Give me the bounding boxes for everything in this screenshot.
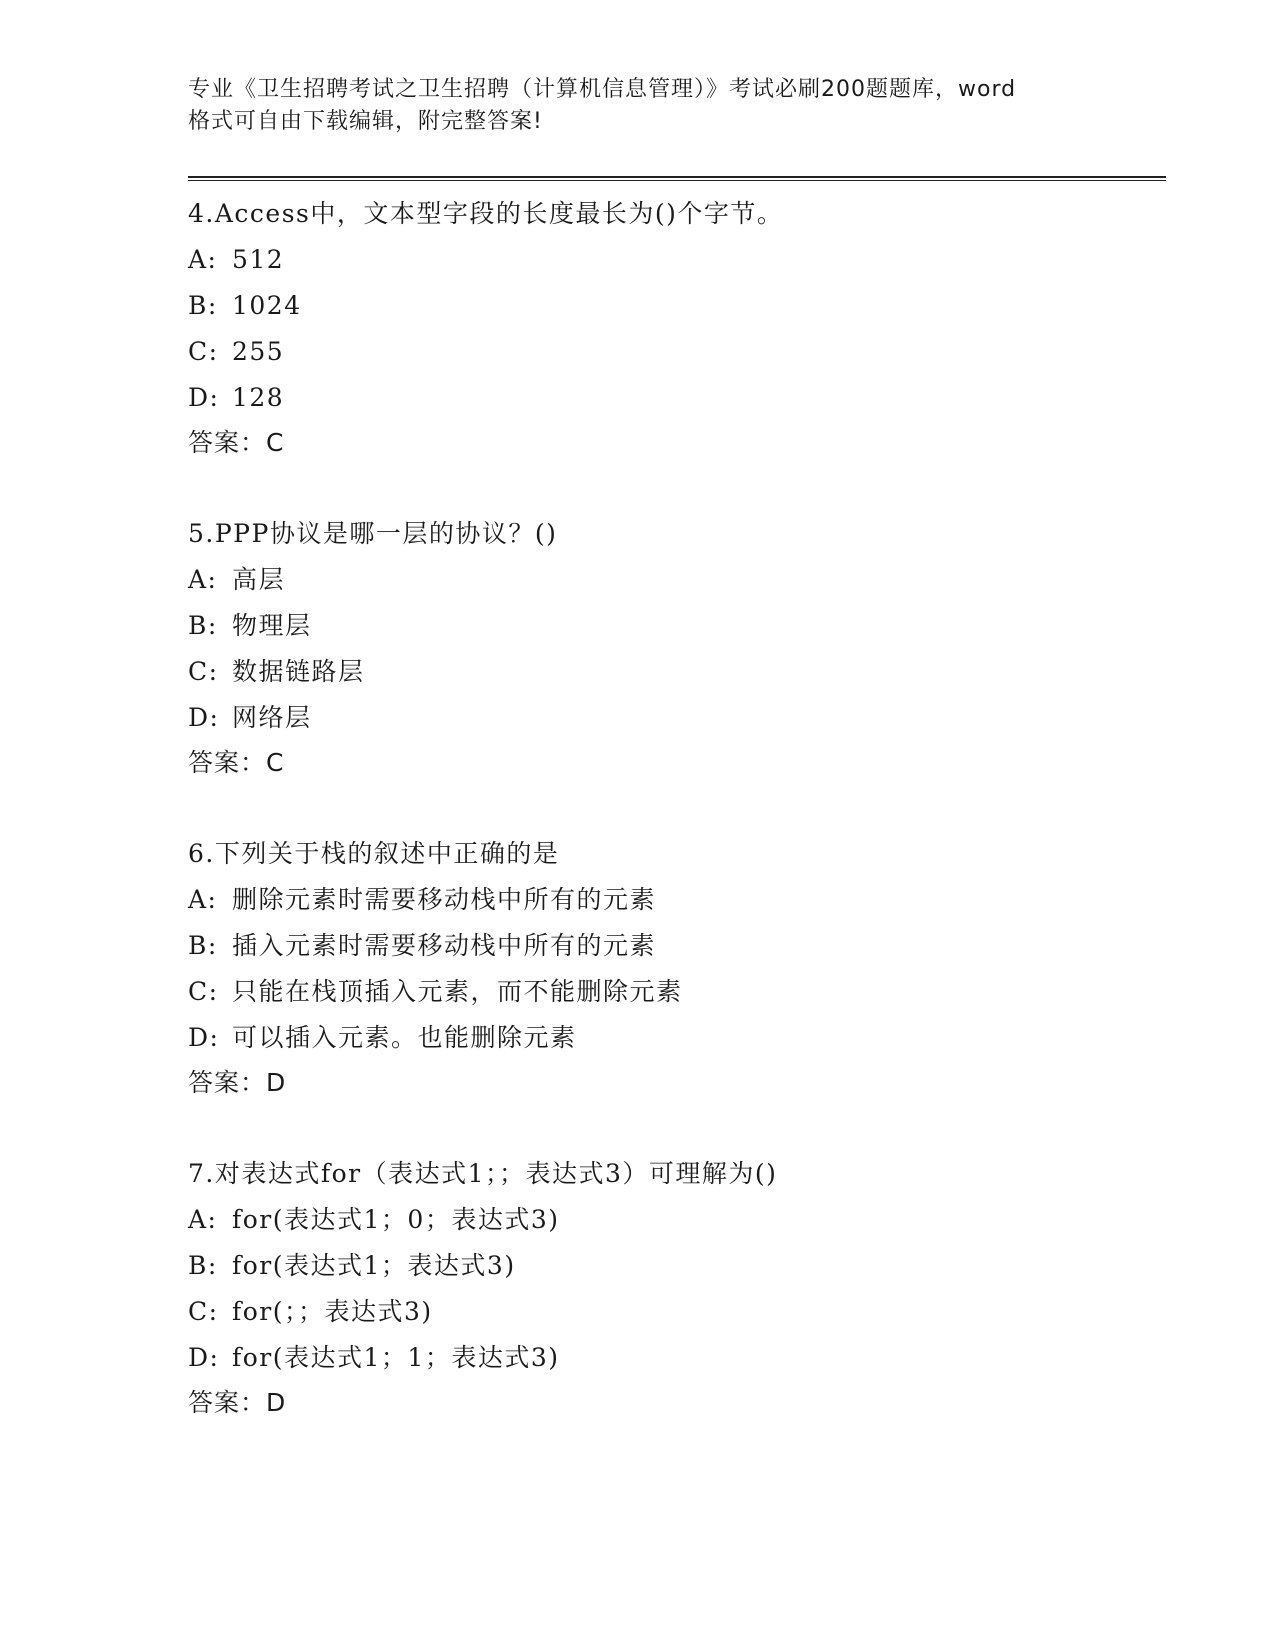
option-text: 128 [232, 383, 285, 412]
option-text: 高层 [232, 565, 286, 594]
answer-line: 答案：D [188, 1388, 287, 1417]
option-letter: C: [188, 1297, 219, 1326]
option-text: 删除元素时需要移动栈中所有的元素 [232, 885, 657, 914]
answer-line: 答案：C [188, 748, 285, 777]
question-4 [188, 191, 1168, 465]
option-text: for(；；表达式3) [232, 1297, 433, 1326]
option-c [188, 969, 1168, 1015]
option-text: for(表达式1；表达式3) [232, 1251, 516, 1280]
option-letter: C: [188, 337, 219, 366]
option-text: for(表达式1；0；表达式3) [232, 1205, 560, 1234]
option-text: 512 [232, 245, 285, 274]
option-letter: B: [188, 611, 218, 640]
question-7 [188, 1151, 1168, 1425]
option-d [188, 695, 1168, 741]
question-list [188, 191, 1168, 1425]
option-text: 可以插入元素。也能删除元素 [232, 1023, 577, 1052]
question-5 [188, 511, 1168, 785]
option-c [188, 1289, 1168, 1335]
option-a [188, 877, 1168, 923]
document-header [188, 74, 1088, 138]
option-c [188, 329, 1168, 375]
option-b [188, 283, 1168, 329]
option-letter: B: [188, 1251, 218, 1280]
header-divider [188, 176, 1166, 181]
option-b [188, 603, 1168, 649]
option-letter: C: [188, 977, 219, 1006]
option-d [188, 1015, 1168, 1061]
document-page [188, 74, 1168, 1471]
option-text: 网络层 [232, 703, 312, 732]
option-letter: C: [188, 657, 219, 686]
option-b [188, 1243, 1168, 1289]
question-stem: 5.PPP协议是哪一层的协议？() [188, 519, 558, 548]
option-text: 255 [232, 337, 285, 366]
option-letter: A: [188, 565, 218, 594]
question-stem: 6.下列关于栈的叙述中正确的是 [188, 839, 560, 868]
option-text: for(表达式1；1；表达式3) [232, 1343, 560, 1372]
option-text: 数据链路层 [232, 657, 365, 686]
option-letter: A: [188, 245, 218, 274]
option-b [188, 923, 1168, 969]
option-a [188, 557, 1168, 603]
option-a [188, 237, 1168, 283]
option-letter: A: [188, 885, 218, 914]
option-letter: D: [188, 383, 220, 412]
option-text: 插入元素时需要移动栈中所有的元素 [232, 931, 657, 960]
option-text: 1024 [232, 291, 302, 320]
option-letter: A: [188, 1205, 218, 1234]
option-c [188, 649, 1168, 695]
option-letter: B: [188, 931, 218, 960]
option-d [188, 375, 1168, 421]
option-letter: D: [188, 703, 220, 732]
option-text: 只能在栈顶插入元素，而不能删除元素 [232, 977, 683, 1006]
question-6 [188, 831, 1168, 1105]
option-d [188, 1335, 1168, 1381]
option-a [188, 1197, 1168, 1243]
question-stem: 7.对表达式for（表达式1；；表达式3）可理解为() [188, 1159, 778, 1188]
header-line-2: 格式可自由下载编辑，附完整答案! [188, 109, 543, 134]
option-letter: D: [188, 1343, 220, 1372]
option-letter: D: [188, 1023, 220, 1052]
option-letter: B: [188, 291, 218, 320]
answer-line: 答案：D [188, 1068, 287, 1097]
header-line-1: 专业《卫生招聘考试之卫生招聘（计算机信息管理）》考试必刷200题题库，word [188, 77, 1017, 102]
question-stem: 4.Access中，文本型字段的长度最长为()个字节。 [188, 199, 784, 228]
answer-line: 答案：C [188, 428, 285, 457]
option-text: 物理层 [232, 611, 312, 640]
